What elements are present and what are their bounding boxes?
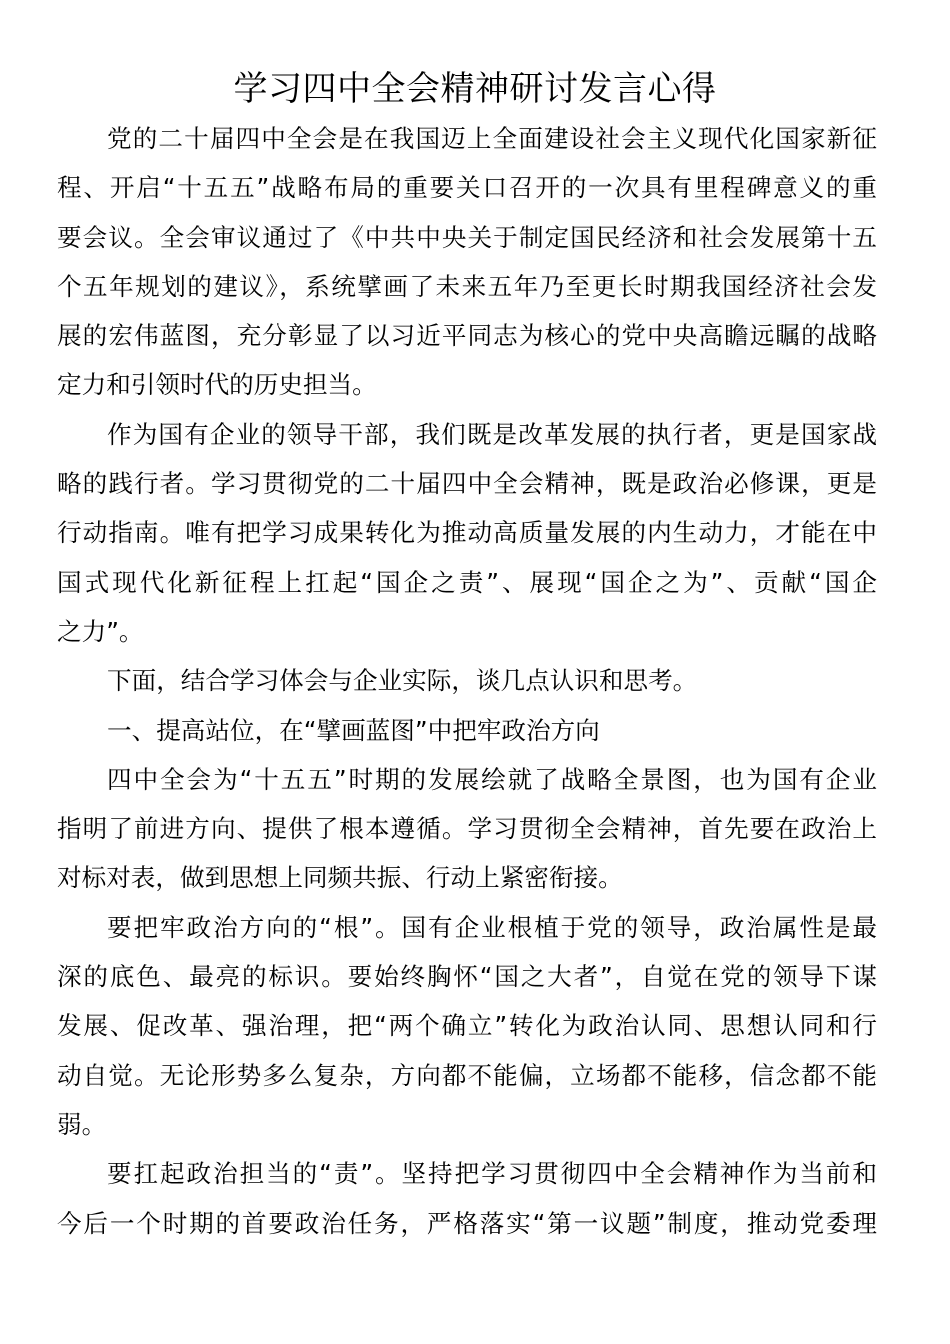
text-line: 要把牢政治方向的“根”。国有企业根植于党的领导，政治属性是最 — [107, 912, 877, 942]
text-line: 程、开启“十五五”战略布局的重要关口召开的一次具有里程碑意义的重 — [57, 173, 877, 203]
text-line: 四中全会为“十五五”时期的发展绘就了战略全景图，也为国有企业 — [107, 764, 877, 794]
text-line: 个五年规划的建议》，系统擘画了未来五年乃至更长时期我国经济社会发 — [57, 271, 877, 301]
text-line: 党的二十届四中全会是在我国迈上全面建设社会主义现代化国家新征 — [107, 124, 877, 153]
text-line: 今后一个时期的首要政治任务，严格落实“第一议题”制度，推动党委理 — [57, 1208, 877, 1238]
text-line: 行动指南。唯有把学习成果转化为推动高质量发展的内生动力，才能在中 — [57, 518, 877, 548]
text-line: 略的践行者。学习贯彻党的二十届四中全会精神，既是政治必修课，更是 — [57, 469, 877, 499]
text-line: 之力”。 — [57, 616, 144, 646]
text-line: 发展、促改革、强治理，把“两个确立”转化为政治认同、思想认同和行 — [57, 1011, 877, 1041]
text-line: 指明了前进方向、提供了根本遵循。学习贯彻全会精神，首先要在政治上 — [57, 814, 877, 844]
text-line: 定力和引领时代的历史担当。 — [57, 370, 377, 400]
document-body — [57, 114, 877, 1248]
text-line: 对标对表，做到思想上同频共振、行动上紧密衔接。 — [57, 863, 623, 893]
text-line: 下面，结合学习体会与企业实际，谈几点认识和思考。 — [107, 666, 698, 696]
text-line: 展的宏伟蓝图，充分彰显了以习近平同志为核心的党中央高瞻远瞩的战略 — [57, 321, 877, 351]
text-line: 弱。 — [57, 1109, 107, 1139]
section-heading: 一、提高站位，在“擘画蓝图”中把牢政治方向 — [107, 715, 600, 745]
text-line: 要会议。全会审议通过了《中共中央关于制定国民经济和社会发展第十五 — [57, 222, 877, 252]
document-title: 学习四中全会精神研讨发言心得 — [233, 69, 717, 109]
text-line: 要扛起政治担当的“责”。坚持把学习贯彻四中全会精神作为当前和 — [107, 1159, 877, 1189]
text-line: 深的底色、最亮的标识。要始终胸怀“国之大者”，自觉在党的领导下谋 — [57, 962, 877, 992]
text-line: 动自觉。无论形势多么复杂，方向都不能偏，立场都不能移，信念都不能 — [57, 1060, 877, 1090]
text-line: 国式现代化新征程上扛起“国企之责”、展现“国企之为”、贡献“国企 — [57, 567, 877, 597]
text-line: 作为国有企业的领导干部，我们既是改革发展的执行者，更是国家战 — [107, 419, 877, 449]
